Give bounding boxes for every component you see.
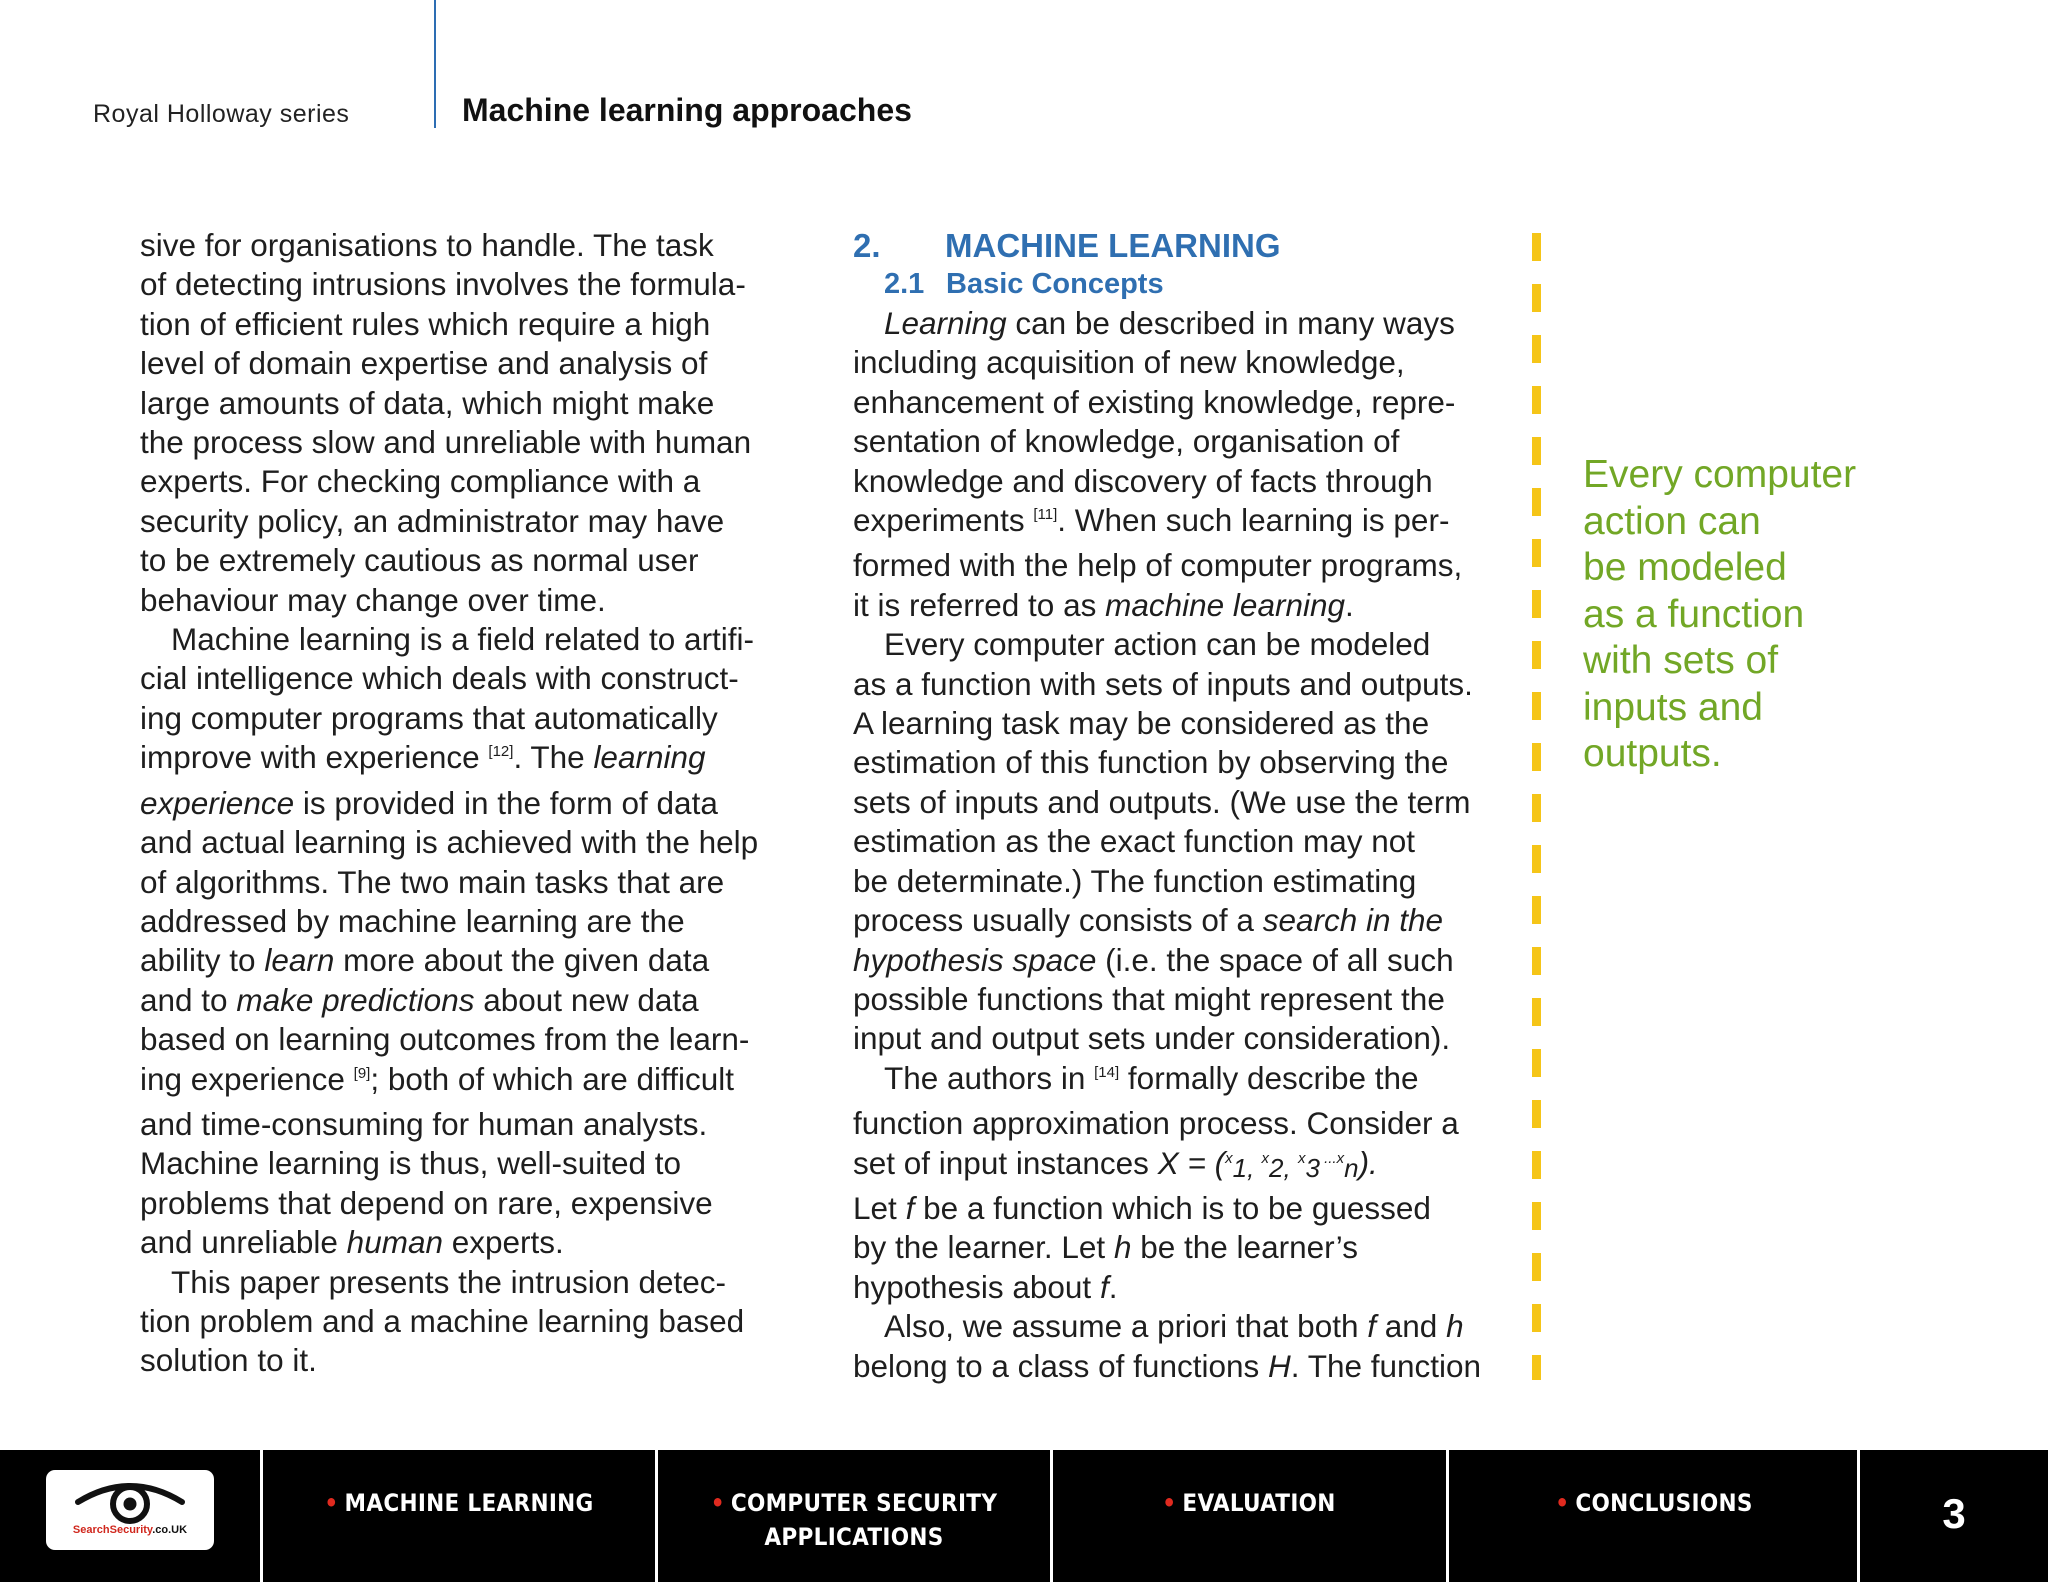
math-sub: 2, xyxy=(1269,1152,1298,1183)
bullet-icon: • xyxy=(710,1489,725,1517)
text-run: hypothesis about xyxy=(853,1268,1092,1305)
text-line: sets of inputs and outputs. (We use the term xyxy=(853,783,1471,820)
math-lhs: X = ( xyxy=(1157,1144,1226,1181)
pull-quote xyxy=(1583,452,1883,778)
math-close: ). xyxy=(1358,1144,1378,1181)
text-line: as a function with sets of inputs and outputs. xyxy=(853,665,1473,702)
math-sub: 1, xyxy=(1232,1152,1262,1183)
text-line: Machine learning is thus, well-suited to xyxy=(140,1145,682,1182)
body-column-left xyxy=(140,226,780,1381)
italic-term: machine learning xyxy=(1105,586,1346,623)
text-line xyxy=(140,941,780,980)
text-run: be a function which is to be guessed xyxy=(914,1189,1431,1226)
logo-text-search: Search xyxy=(72,1524,110,1536)
text-run: and to xyxy=(140,981,228,1018)
text-line: possible functions that might represent the xyxy=(853,980,1445,1017)
text-line xyxy=(853,1347,1493,1386)
italic-term: human xyxy=(346,1224,443,1261)
text-line: tion of efficient rules which require a high xyxy=(140,305,711,342)
text-line: addressed by machine learning are the xyxy=(140,902,685,939)
text-run: ; both of which are difficult xyxy=(370,1060,734,1097)
nav-label: MACHINE LEARNING xyxy=(344,1489,594,1517)
eye-logo-icon xyxy=(74,1476,186,1524)
text-line: level of domain expertise and analysis of xyxy=(140,345,708,382)
text-run: formally describe the xyxy=(1119,1059,1419,1096)
pull-quote-line: inputs and xyxy=(1583,685,1763,729)
nav-item-evaluation[interactable] xyxy=(1053,1486,1445,1520)
text-line: including acquisition of new knowledge, xyxy=(853,344,1405,381)
math-x: x xyxy=(1336,1149,1345,1167)
text-line xyxy=(853,1268,1493,1307)
text-run: ability to xyxy=(140,942,256,979)
text-run: Let xyxy=(853,1189,897,1226)
text-line xyxy=(140,1060,780,1105)
text-run: process usually consists of a xyxy=(853,902,1254,939)
pull-quote-line: as a function xyxy=(1583,592,1805,636)
italic-term: learning xyxy=(593,739,706,776)
text-line xyxy=(853,1228,1493,1267)
text-run: about new data xyxy=(474,981,699,1018)
pull-quote-line: action can xyxy=(1583,499,1761,543)
text-line xyxy=(853,304,1493,343)
text-line: function approximation process. Consider a xyxy=(853,1105,1459,1142)
text-line: and actual learning is achieved with the help xyxy=(140,824,759,861)
text-line xyxy=(140,1223,780,1262)
text-run: is provided in the form of data xyxy=(294,784,718,821)
text-line: be determinate.) The function estimating xyxy=(853,862,1417,899)
text-line xyxy=(853,586,1493,625)
text-run: . When such learning is per- xyxy=(1057,502,1450,539)
subsection-title: Basic Concepts xyxy=(946,268,1164,300)
italic-term: hypothesis space xyxy=(853,941,1097,978)
text-line: large amounts of data, which might make xyxy=(140,384,715,421)
citation-ref[interactable]: [9] xyxy=(353,1064,371,1082)
text-line xyxy=(853,901,1493,940)
text-line xyxy=(853,501,1493,546)
citation-ref[interactable]: [11] xyxy=(1033,506,1058,524)
logo-text-security: Security xyxy=(109,1524,153,1536)
series-name: Royal Holloway series xyxy=(93,100,350,128)
text-line xyxy=(140,738,780,783)
bullet-icon: • xyxy=(1162,1489,1177,1517)
math-x: x xyxy=(1225,1149,1233,1167)
subsection-number: 2.1 xyxy=(884,268,925,300)
text-line: input and output sets under consideration). xyxy=(853,1020,1451,1057)
italic-term: H xyxy=(1268,1347,1291,1384)
pull-quote-line: outputs. xyxy=(1583,732,1722,775)
text-line: problems that depend on rare, expensive xyxy=(140,1184,713,1221)
text-run: and unreliable xyxy=(140,1224,338,1261)
footer-nav-bar xyxy=(0,1450,2048,1582)
text-run: improve with experience xyxy=(140,739,480,776)
text-line: A learning task may be considered as the xyxy=(853,705,1430,742)
text-line: to be extremely cautious as normal user xyxy=(140,542,699,579)
text-run: The authors in xyxy=(884,1059,1086,1096)
text-run: (i.e. the space of all such xyxy=(1096,941,1454,978)
bullet-icon: • xyxy=(324,1489,339,1517)
text-line: solution to it. xyxy=(140,1342,317,1379)
header-divider xyxy=(434,0,436,128)
italic-term: learn xyxy=(264,942,335,979)
text-line: based on learning outcomes from the learn- xyxy=(140,1021,750,1058)
text-line: Machine learning is a field related to artifi- xyxy=(171,621,755,658)
section-number: 2. xyxy=(853,227,881,264)
text-line: behaviour may change over time. xyxy=(140,581,606,618)
text-run: belong to a class of functions xyxy=(853,1347,1260,1384)
text-run: Also, we assume a priori that both xyxy=(884,1308,1359,1345)
text-line xyxy=(853,1189,1493,1228)
pull-quote-line: with sets of xyxy=(1583,639,1779,682)
text-run: ing experience xyxy=(140,1060,345,1097)
text-line: the process slow and unreliable with human xyxy=(140,424,752,461)
text-run: experiments xyxy=(853,502,1025,539)
text-line: formed with the help of computer programs, xyxy=(853,547,1463,584)
nav-label: CONCLUSIONS xyxy=(1575,1489,1753,1517)
nav-label: COMPUTER SECURITY xyxy=(730,1489,998,1517)
text-run: can be described in many ways xyxy=(1006,305,1455,341)
text-line: of algorithms. The two main tasks that are xyxy=(140,863,725,900)
math-x: x xyxy=(1261,1149,1270,1167)
text-run: set of input instances xyxy=(853,1144,1149,1181)
text-line: estimation of this function by observing the xyxy=(853,744,1449,781)
nav-item-machine-learning[interactable] xyxy=(263,1486,655,1520)
subsection-heading xyxy=(853,265,1493,304)
text-run: by the learner. Let xyxy=(853,1229,1106,1266)
text-run: be the learner’s xyxy=(1131,1229,1358,1266)
math-dots: ... xyxy=(1319,1149,1337,1167)
pull-quote-line: Every computer xyxy=(1583,453,1857,496)
text-line: tion problem and a machine learning based xyxy=(140,1302,745,1339)
logo-text-domain: .co.UK xyxy=(152,1524,188,1536)
text-line xyxy=(853,941,1493,980)
text-run: . The xyxy=(513,739,585,776)
dashed-divider xyxy=(1532,233,1541,1380)
section-title: MACHINE LEARNING xyxy=(945,227,1281,264)
text-line: cial intelligence which deals with construct- xyxy=(140,660,739,697)
text-line xyxy=(853,1144,1493,1189)
text-run: . xyxy=(1108,1268,1118,1305)
math-x: x xyxy=(1297,1149,1306,1167)
nav-item-conclusions[interactable] xyxy=(1449,1486,1859,1520)
italic-term: f xyxy=(905,1189,915,1226)
text-run: . The function xyxy=(1290,1347,1482,1384)
section-heading xyxy=(853,226,1493,265)
italic-term: f xyxy=(1367,1308,1377,1345)
nav-item-computer-security-applications[interactable] xyxy=(658,1486,1050,1554)
text-line: knowledge and discovery of facts through xyxy=(853,462,1433,499)
text-line: estimation as the exact function may not xyxy=(853,823,1416,860)
italic-term: search in the xyxy=(1262,902,1444,939)
text-run: experts. xyxy=(443,1224,564,1261)
italic-term: h xyxy=(1446,1308,1464,1345)
text-line: enhancement of existing knowledge, repre- xyxy=(853,383,1456,420)
text-line: This paper presents the intrusion detec- xyxy=(171,1263,727,1300)
logo-wordmark xyxy=(46,1524,214,1536)
site-logo[interactable] xyxy=(46,1470,214,1550)
italic-term: h xyxy=(1113,1229,1132,1266)
nav-label: EVALUATION xyxy=(1182,1489,1336,1517)
math-sub: 3 xyxy=(1305,1152,1320,1183)
body-column-right xyxy=(853,226,1493,1386)
text-run: and xyxy=(1376,1308,1438,1345)
text-line: experts. For checking compliance with a xyxy=(140,463,701,500)
text-line xyxy=(140,784,780,823)
text-line xyxy=(140,981,780,1020)
text-line xyxy=(853,1307,1493,1346)
text-line: security policy, an administrator may have xyxy=(140,502,725,539)
text-run: . xyxy=(1345,586,1354,623)
text-line xyxy=(853,1059,1493,1104)
math-expression xyxy=(1158,1145,1378,1181)
bullet-icon: • xyxy=(1555,1489,1570,1517)
text-run: more about the given data xyxy=(334,942,710,979)
math-sub: n xyxy=(1344,1152,1359,1183)
pull-quote-line: be modeled xyxy=(1583,546,1787,589)
text-line: Every computer action can be modeled xyxy=(884,626,1431,663)
italic-term: f xyxy=(1099,1268,1109,1305)
italic-term: make predictions xyxy=(236,981,475,1018)
text-run: it is referred to as xyxy=(853,586,1097,623)
text-line: and time-consuming for human analysts. xyxy=(140,1105,708,1142)
document-title: Machine learning approaches xyxy=(462,92,912,128)
page-number: 3 xyxy=(1942,1490,1966,1537)
text-line: ing computer programs that automatically xyxy=(140,699,718,736)
italic-term: experience xyxy=(140,784,295,821)
nav-label-line2: APPLICATIONS xyxy=(764,1523,944,1551)
text-line: sive for organisations to handle. The task xyxy=(140,227,714,263)
citation-ref[interactable]: [14] xyxy=(1094,1063,1120,1081)
text-line: of detecting intrusions involves the formula- xyxy=(140,266,746,303)
text-line: sentation of knowledge, organisation of xyxy=(853,423,1400,460)
citation-ref[interactable]: [12] xyxy=(488,743,514,761)
italic-term: Learning xyxy=(884,305,1007,341)
